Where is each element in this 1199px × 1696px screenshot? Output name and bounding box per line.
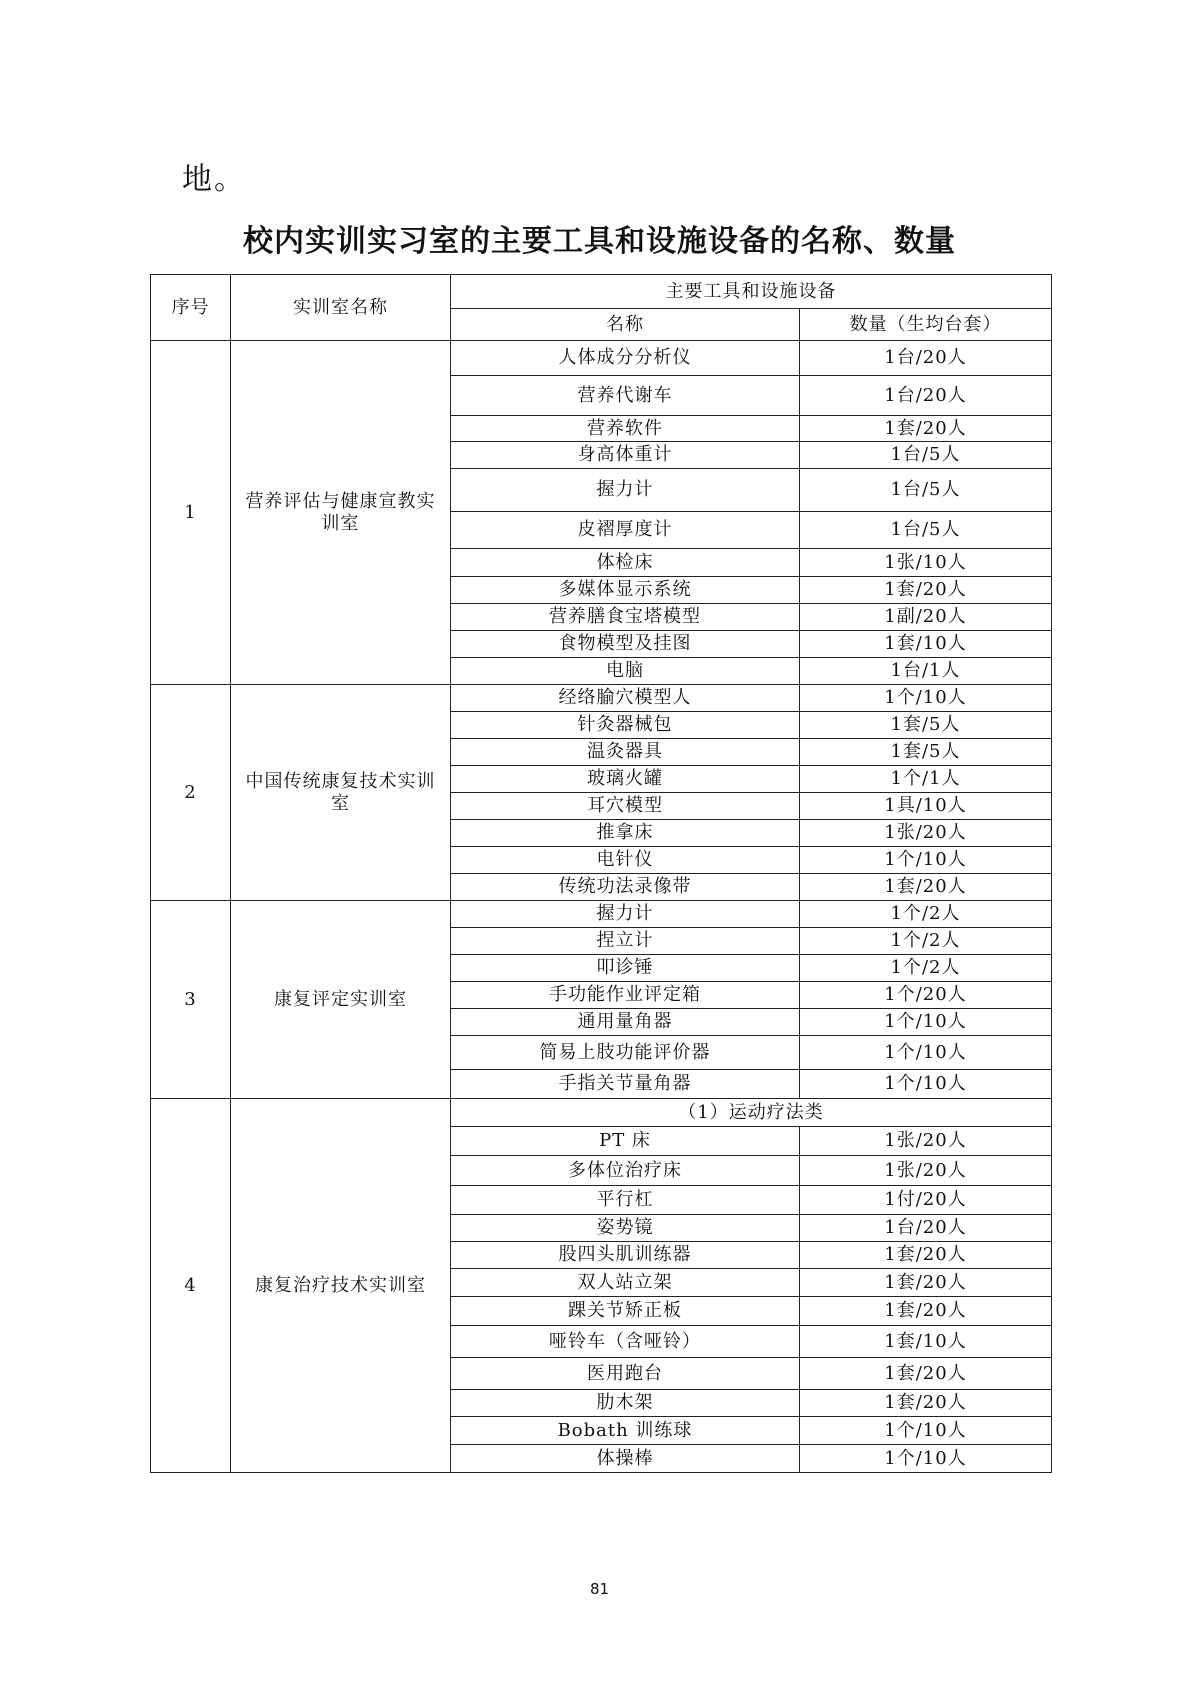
item-qty: 1个/10人 (800, 847, 1052, 874)
item-name: 手功能作业评定箱 (451, 982, 800, 1009)
item-qty: 1个/10人 (800, 1070, 1052, 1099)
item-qty: 1付/20人 (800, 1186, 1052, 1215)
item-name: 营养软件 (451, 416, 800, 442)
item-name: 营养代谢车 (451, 376, 800, 416)
item-name: 手指关节量角器 (451, 1070, 800, 1099)
item-name: 平行杠 (451, 1186, 800, 1215)
item-name: 身高体重计 (451, 442, 800, 469)
item-qty: 1台/1人 (800, 658, 1052, 685)
item-qty: 1个/10人 (800, 1009, 1052, 1036)
item-qty: 1个/2人 (800, 901, 1052, 928)
item-qty: 1台/20人 (800, 341, 1052, 376)
item-name: 哑铃车（含哑铃） (451, 1326, 800, 1358)
group-seq: 2 (151, 685, 231, 901)
item-name: 经络腧穴模型人 (451, 685, 800, 712)
item-name: 针灸器械包 (451, 712, 800, 739)
item-name: 踝关节矫正板 (451, 1297, 800, 1326)
item-qty: 1张/20人 (800, 820, 1052, 847)
item-qty: 1套/20人 (800, 874, 1052, 901)
item-name: 叩诊锤 (451, 955, 800, 982)
category-subheader: （1）运动疗法类 (451, 1099, 1052, 1127)
item-name: Bobath 训练球 (451, 1417, 800, 1445)
item-qty: 1套/20人 (800, 1358, 1052, 1390)
item-name: 通用量角器 (451, 1009, 800, 1036)
group-seq: 1 (151, 341, 231, 685)
item-qty: 1个/10人 (800, 685, 1052, 712)
item-qty: 1个/10人 (800, 1417, 1052, 1445)
item-qty: 1套/20人 (800, 1390, 1052, 1417)
item-qty: 1套/20人 (800, 1242, 1052, 1269)
item-qty: 1套/20人 (800, 1297, 1052, 1326)
item-name: 传统功法录像带 (451, 874, 800, 901)
item-name: 握力计 (451, 901, 800, 928)
group-room-name: 中国传统康复技术实训室 (231, 685, 451, 901)
item-name: 营养膳食宝塔模型 (451, 604, 800, 631)
item-qty: 1台/20人 (800, 376, 1052, 416)
item-name: 耳穴模型 (451, 793, 800, 820)
item-qty: 1个/10人 (800, 1036, 1052, 1070)
item-qty: 1套/5人 (800, 712, 1052, 739)
item-qty: 1个/10人 (800, 1445, 1052, 1473)
item-qty: 1张/10人 (800, 549, 1052, 577)
header-seq: 序号 (151, 275, 231, 341)
item-name: 温灸器具 (451, 739, 800, 766)
item-name: 握力计 (451, 469, 800, 512)
item-name: 食物模型及挂图 (451, 631, 800, 658)
header-name: 名称 (451, 309, 800, 341)
item-qty: 1张/20人 (800, 1156, 1052, 1186)
item-name: 人体成分分析仪 (451, 341, 800, 376)
item-name: 体操棒 (451, 1445, 800, 1473)
item-name: 玻璃火罐 (451, 766, 800, 793)
item-name: 电针仪 (451, 847, 800, 874)
item-name: 多体位治疗床 (451, 1156, 800, 1186)
item-qty: 1台/20人 (800, 1215, 1052, 1242)
item-qty: 1台/5人 (800, 512, 1052, 549)
item-qty: 1张/20人 (800, 1127, 1052, 1156)
header-equipment: 主要工具和设施设备 (451, 275, 1052, 309)
item-qty: 1台/5人 (800, 469, 1052, 512)
item-qty: 1个/2人 (800, 928, 1052, 955)
page-number: 81 (589, 1580, 610, 1598)
equipment-table (150, 274, 1052, 1473)
group-room-name: 康复评定实训室 (231, 901, 451, 1099)
item-qty: 1套/20人 (800, 1269, 1052, 1297)
item-qty: 1个/20人 (800, 982, 1052, 1009)
item-name: 体检床 (451, 549, 800, 577)
item-name: 捏立计 (451, 928, 800, 955)
item-name: 双人站立架 (451, 1269, 800, 1297)
item-qty: 1副/20人 (800, 604, 1052, 631)
item-qty: 1套/10人 (800, 1326, 1052, 1358)
item-name: 肋木架 (451, 1390, 800, 1417)
item-name: 多媒体显示系统 (451, 577, 800, 604)
group-room-name: 营养评估与健康宣教实训室 (231, 341, 451, 685)
header-room: 实训室名称 (231, 275, 451, 341)
item-qty: 1具/10人 (800, 793, 1052, 820)
item-qty: 1套/10人 (800, 631, 1052, 658)
item-name: 姿势镜 (451, 1215, 800, 1242)
table-title: 校内实训实习室的主要工具和设施设备的名称、数量 (243, 224, 956, 259)
item-name: PT 床 (451, 1127, 800, 1156)
item-qty: 1个/2人 (800, 955, 1052, 982)
item-qty: 1套/5人 (800, 739, 1052, 766)
item-qty: 1套/20人 (800, 416, 1052, 442)
item-name: 皮褶厚度计 (451, 512, 800, 549)
group-room-name: 康复治疗技术实训室 (231, 1099, 451, 1473)
group-seq: 4 (151, 1099, 231, 1473)
item-qty: 1台/5人 (800, 442, 1052, 469)
lead-text: 地。 (182, 162, 246, 197)
item-name: 医用跑台 (451, 1358, 800, 1390)
item-name: 简易上肢功能评价器 (451, 1036, 800, 1070)
item-qty: 1个/1人 (800, 766, 1052, 793)
item-qty: 1套/20人 (800, 577, 1052, 604)
header-qty: 数量（生均台套） (800, 309, 1052, 341)
item-name: 电脑 (451, 658, 800, 685)
group-seq: 3 (151, 901, 231, 1099)
item-name: 股四头肌训练器 (451, 1242, 800, 1269)
item-name: 推拿床 (451, 820, 800, 847)
